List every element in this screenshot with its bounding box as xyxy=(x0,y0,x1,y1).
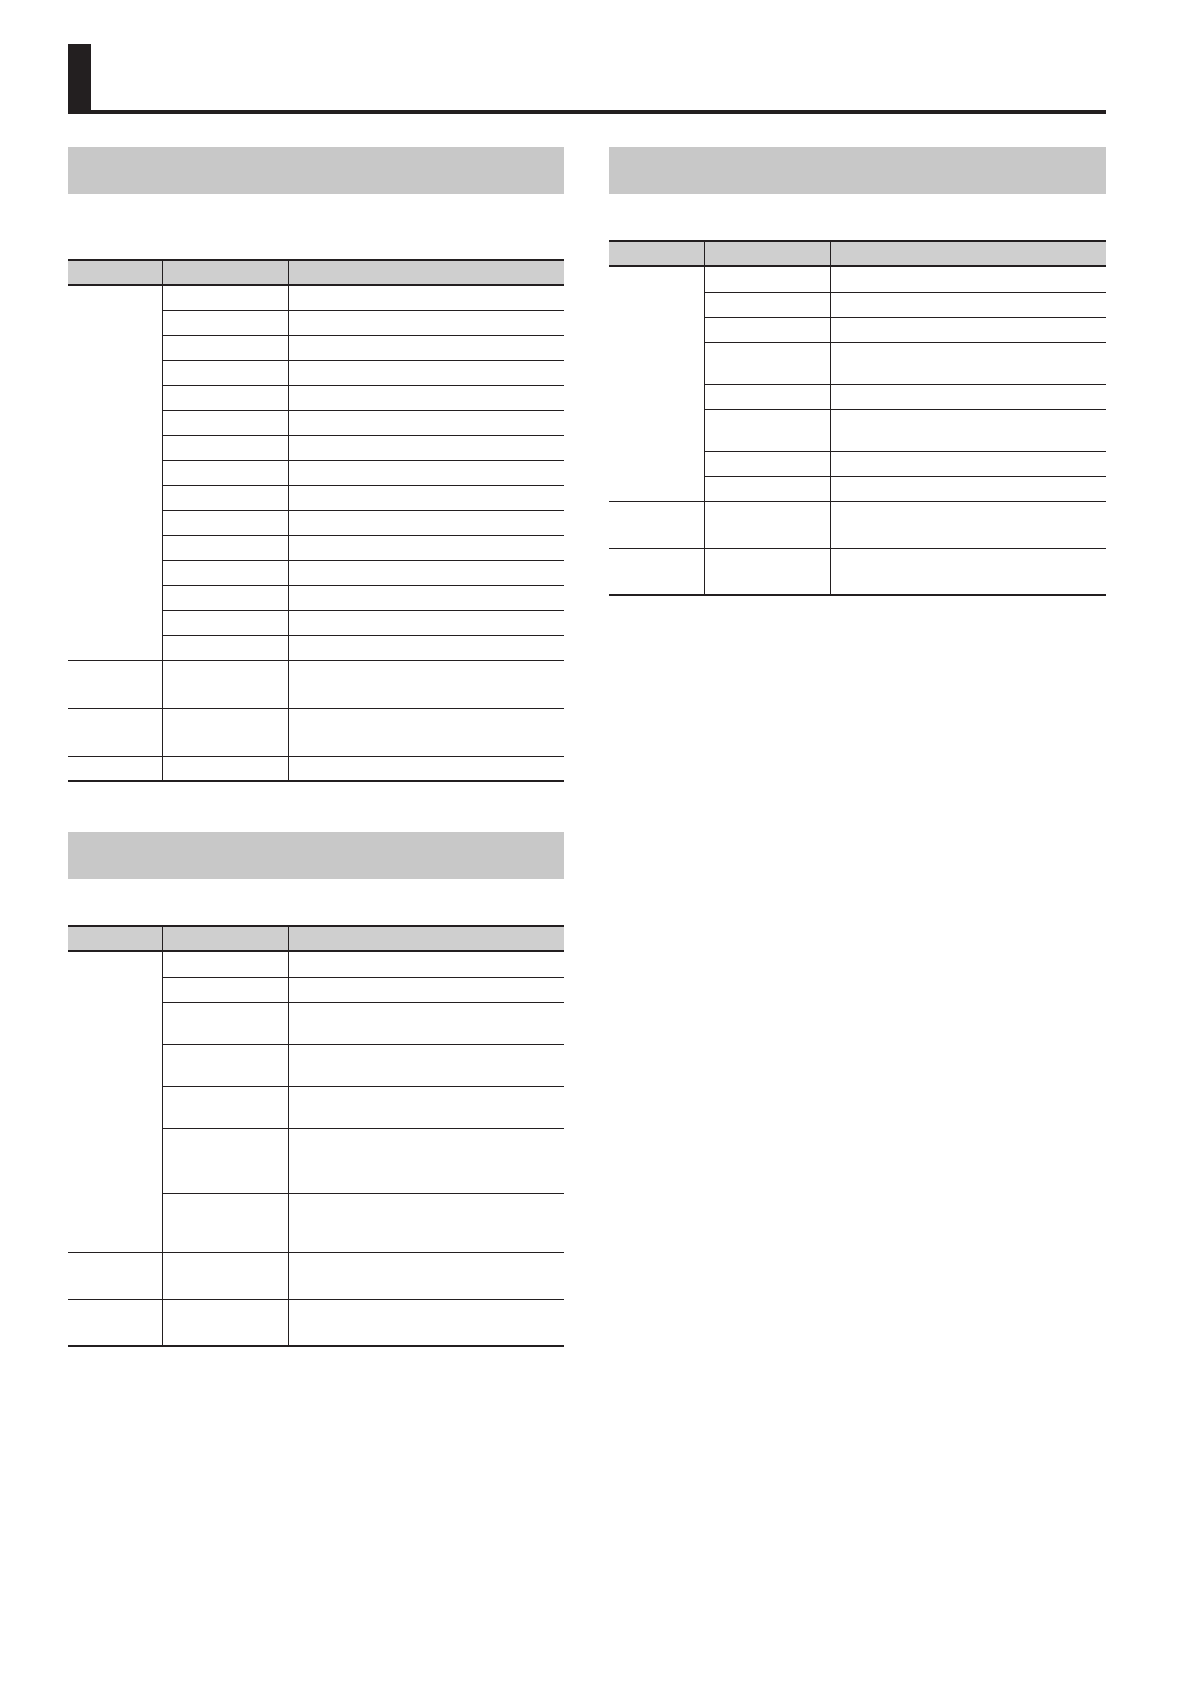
column-header xyxy=(609,241,704,266)
section-header-left-bottom xyxy=(68,832,564,879)
table-cell xyxy=(288,360,564,385)
table-cell xyxy=(288,610,564,635)
column-header xyxy=(704,241,830,266)
table-cell xyxy=(704,317,830,342)
group-cell xyxy=(68,1299,162,1346)
table-cell xyxy=(288,951,564,977)
table-cell xyxy=(162,1086,288,1128)
column-header xyxy=(68,926,162,951)
table-left-bottom xyxy=(68,925,564,1347)
table-cell xyxy=(162,560,288,585)
table-row xyxy=(68,660,564,708)
column-header xyxy=(830,241,1106,266)
table-cell xyxy=(162,535,288,560)
table-cell xyxy=(830,292,1106,317)
table-cell xyxy=(162,756,288,781)
table-header-row xyxy=(68,260,564,285)
title-marker xyxy=(68,44,91,114)
table-cell xyxy=(288,1086,564,1128)
table-cell xyxy=(162,708,288,756)
table-cell xyxy=(830,317,1106,342)
section-header-right-top xyxy=(609,147,1106,194)
group-cell xyxy=(68,660,162,708)
table-cell xyxy=(288,435,564,460)
table-cell xyxy=(162,360,288,385)
column-header xyxy=(162,260,288,285)
table-row xyxy=(68,1252,564,1299)
table-cell xyxy=(288,1252,564,1299)
table-cell xyxy=(704,501,830,548)
table-cell xyxy=(830,501,1106,548)
column-header xyxy=(288,926,564,951)
table-cell xyxy=(704,266,830,292)
table-cell xyxy=(162,1002,288,1044)
table-cell xyxy=(704,342,830,384)
table-cell xyxy=(704,292,830,317)
table-cell xyxy=(288,756,564,781)
table-cell xyxy=(288,1299,564,1346)
table-cell xyxy=(162,410,288,435)
table-row xyxy=(68,1299,564,1346)
table-cell xyxy=(288,310,564,335)
table-cell xyxy=(162,635,288,660)
table-cell xyxy=(288,285,564,310)
group-cell xyxy=(68,285,162,660)
table-row xyxy=(68,951,564,977)
table-cell xyxy=(830,409,1106,451)
table-cell xyxy=(830,548,1106,595)
table-cell xyxy=(162,1299,288,1346)
group-cell xyxy=(609,266,704,501)
table-cell xyxy=(288,977,564,1002)
table-cell xyxy=(288,460,564,485)
table-cell xyxy=(288,585,564,610)
table-cell xyxy=(704,451,830,476)
group-cell xyxy=(68,756,162,781)
column-header xyxy=(162,926,288,951)
table-cell xyxy=(288,385,564,410)
table-row xyxy=(609,501,1106,548)
table-cell xyxy=(162,1044,288,1086)
table-header-row xyxy=(68,926,564,951)
table-cell xyxy=(162,1252,288,1299)
table-right-top xyxy=(609,240,1106,596)
table-cell xyxy=(162,1128,288,1193)
table-cell xyxy=(162,951,288,977)
table-cell xyxy=(162,310,288,335)
table-cell xyxy=(288,660,564,708)
table-cell xyxy=(162,335,288,360)
group-cell xyxy=(609,501,704,548)
table-cell xyxy=(288,410,564,435)
table-cell xyxy=(162,610,288,635)
table-cell xyxy=(162,1193,288,1252)
column-header xyxy=(68,260,162,285)
title-rule xyxy=(68,110,1106,114)
table-cell xyxy=(162,285,288,310)
table-cell xyxy=(704,384,830,409)
table-cell xyxy=(830,384,1106,409)
table-cell xyxy=(288,510,564,535)
table-cell xyxy=(704,409,830,451)
table-cell xyxy=(162,485,288,510)
column-header xyxy=(288,260,564,285)
table-cell xyxy=(288,1044,564,1086)
group-cell xyxy=(68,708,162,756)
table-cell xyxy=(288,1002,564,1044)
table-cell xyxy=(288,708,564,756)
table-cell xyxy=(288,635,564,660)
group-cell xyxy=(68,951,162,1252)
group-cell xyxy=(68,1252,162,1299)
table-row xyxy=(68,708,564,756)
table-cell xyxy=(162,660,288,708)
table-cell xyxy=(288,485,564,510)
table-cell xyxy=(162,435,288,460)
table-cell xyxy=(162,510,288,535)
table-row xyxy=(68,756,564,781)
group-cell xyxy=(609,548,704,595)
section-header-left-top xyxy=(68,147,564,194)
table-left-top xyxy=(68,259,564,782)
table-cell xyxy=(288,560,564,585)
table-cell xyxy=(830,476,1106,501)
table-cell xyxy=(830,266,1106,292)
table-cell xyxy=(830,451,1106,476)
table-cell xyxy=(288,335,564,360)
table-cell xyxy=(704,548,830,595)
table-cell xyxy=(162,585,288,610)
table-cell xyxy=(288,1193,564,1252)
table-cell xyxy=(830,342,1106,384)
table-row xyxy=(68,285,564,310)
table-header-row xyxy=(609,241,1106,266)
table-cell xyxy=(162,977,288,1002)
table-row xyxy=(609,548,1106,595)
table-cell xyxy=(162,460,288,485)
table-cell xyxy=(704,476,830,501)
table-cell xyxy=(288,535,564,560)
table-row xyxy=(609,266,1106,292)
table-cell xyxy=(162,385,288,410)
table-cell xyxy=(288,1128,564,1193)
